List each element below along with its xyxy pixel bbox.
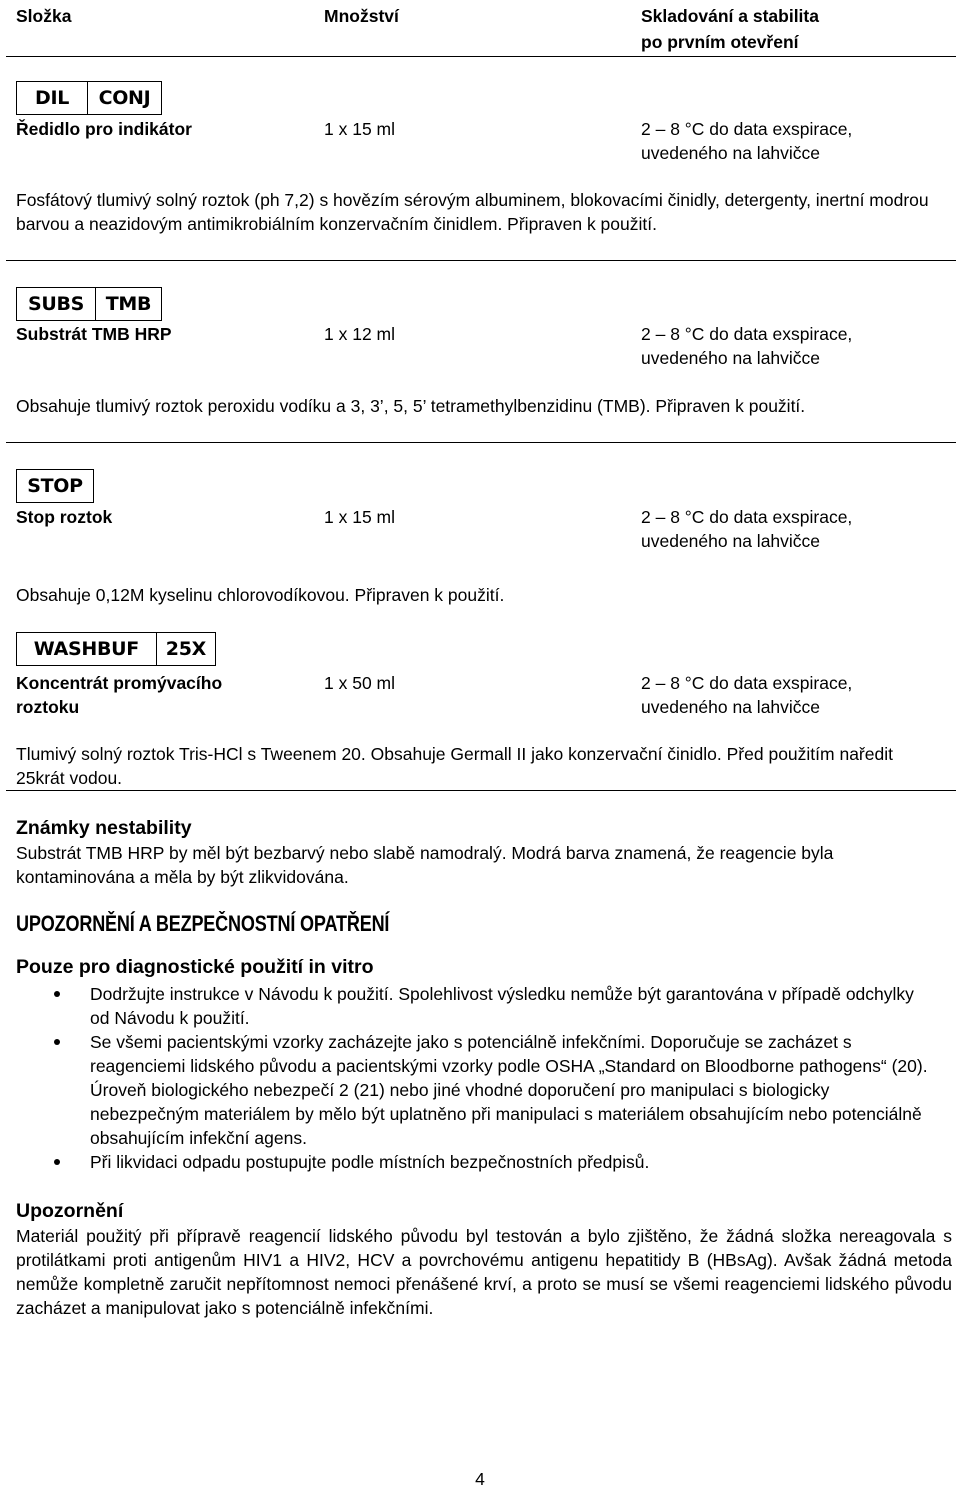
instability-text: Substrát TMB HRP by měl být bezbarvý nebo slabě namodralý. Modrá barva znamená, že reagencie byla kontaminována a měla by být zlikvidována. <box>16 843 834 887</box>
item-quantity: 1 x 15 ml <box>324 507 395 527</box>
item-storage-2: uvedeného na lahvičce <box>641 348 821 368</box>
symbol-cell: 25X <box>156 633 215 665</box>
item-name: Ředidlo pro indikátor <box>16 119 192 139</box>
warnings-list <box>16 982 936 1174</box>
page-number: 4 <box>475 1469 485 1489</box>
symbol-dil-conj <box>16 81 162 115</box>
item-quantity: 1 x 12 ml <box>324 324 395 344</box>
section-divider <box>6 790 956 791</box>
item-description: Obsahuje 0,12M kyselinu chlorovodíkovou. Připraven k použití. <box>16 585 505 605</box>
header-col-storage-1: Skladování a stabilita <box>641 6 819 26</box>
symbol-cell: WASHBUF <box>33 638 139 660</box>
header-col-storage-2: po prvním otevření <box>641 32 799 52</box>
item-storage-1: 2 – 8 °C do data exspirace, <box>641 324 853 344</box>
item-quantity: 1 x 15 ml <box>324 119 395 139</box>
section-divider <box>6 442 956 443</box>
section-divider <box>6 260 956 261</box>
list-item: Při likvidaci odpadu postupujte podle místních bezpečnostních předpisů. <box>16 1150 936 1174</box>
item-name: Stop roztok <box>16 507 113 527</box>
symbol-stop <box>16 469 94 503</box>
item-storage-1: 2 – 8 °C do data exspirace, <box>641 119 853 139</box>
item-storage-2: uvedeného na lahvičce <box>641 531 821 551</box>
header-divider <box>6 56 956 57</box>
item-name: roztoku <box>16 697 80 717</box>
caution-text: Materiál použitý při přípravě reagencií lidského původu byl testován a bylo zjištěno, že žádná složka nereagovala s protilátkami proti antigenům HIV1 a HIV2, HCV a povrchovému antigenu hepatitidy B (HBsAg). Avšak žádná metoda nemůže kompletně zaručit nepřítomnost nemoci přenášené krví, a proto se musí se všemi reagenciemi lidského původu zacházet a manipulovat jako s potenciálně infekčními. <box>16 1226 952 1318</box>
item-name: Koncentrát promývacího <box>16 673 223 693</box>
symbol-washbuf-25x <box>16 632 216 666</box>
symbol-cell: DIL <box>34 87 70 109</box>
item-storage-1: 2 – 8 °C do data exspirace, <box>641 507 853 527</box>
instability-heading: Známky nestability <box>16 817 192 839</box>
item-description: Fosfátový tlumivý solný roztok (ph 7,2) s hovězím sérovým albuminem, blokovacími činidly, detergenty, inertní modrou barvou a neazidovým antimikrobiálním konzervačním činidlem. Připraven k použití. <box>16 190 929 234</box>
item-description: Tlumivý solný roztok Tris-HCl s Tweenem 20. Obsahuje Germall II jako konzervační činidlo. Před použitím naředit 25krát vodou. <box>16 744 893 788</box>
header-col-quantity: Množství <box>324 6 399 26</box>
symbol-subs-tmb <box>16 287 162 321</box>
symbol-cell: SUBS <box>27 293 85 315</box>
item-description: Obsahuje tlumivý roztok peroxidu vodíku a 3, 3’, 5, 5’ tetramethylbenzidinu (TMB). Připraven k použití. <box>16 396 806 416</box>
list-item: Se všemi pacientskými vzorky zacházejte jako s potenciálně infekčními. Doporučuje se zacházet s reagenciemi lidského původu a pacientskými vzorky podle OSHA „Standard on Bloodborne pathogens“ (20). Úroveň biologického nebezpečí 2 (21) nebo jiné vhodné doporučení pro manipulaci s biologicky nebezpečným materiálem by mělo být uplatněno při manipulaci s materiálem obsahujícím nebo potenciálně obsahujícím infekční agens. <box>16 1030 936 1150</box>
item-quantity: 1 x 50 ml <box>324 673 395 693</box>
symbol-cell: STOP <box>27 475 83 497</box>
warnings-title: UPOZORNĚNÍ A BEZPEČNOSTNÍ OPATŘENÍ <box>16 911 390 936</box>
list-item: Dodržujte instrukce v Návodu k použití. Spolehlivost výsledku nemůže být garantována v případě odchylky od Návodu k použití. <box>16 982 936 1030</box>
symbol-cell: CONJ <box>87 82 161 114</box>
caution-heading: Upozornění <box>16 1200 124 1222</box>
item-storage-2: uvedeného na lahvičce <box>641 143 821 163</box>
symbol-cell: TMB <box>95 288 161 320</box>
item-storage-1: 2 – 8 °C do data exspirace, <box>641 673 853 693</box>
item-storage-2: uvedeného na lahvičce <box>641 697 821 717</box>
item-name: Substrát TMB HRP <box>16 324 172 344</box>
header-col-component: Složka <box>16 6 72 26</box>
warnings-subheading: Pouze pro diagnostické použití in vitro <box>16 956 374 978</box>
